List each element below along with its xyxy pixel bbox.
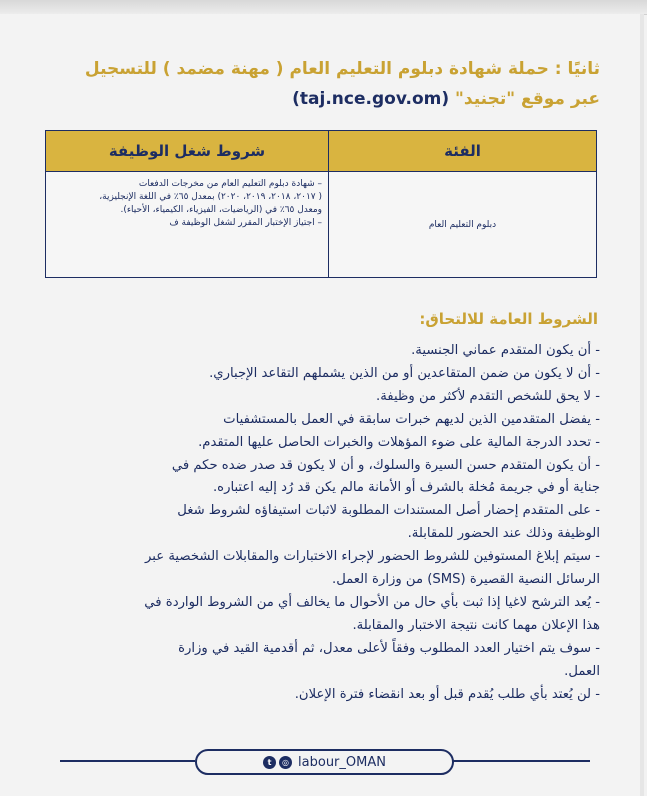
instagram-icon[interactable]: ◎ [279, 756, 292, 769]
general-conditions-list [40, 340, 600, 707]
table-header-row [46, 131, 597, 172]
list-item: - سوف يتم اختيار العدد المطلوب وفقاً لأعلى معدل، ثم أقدمية القيد في وزارة [178, 640, 600, 656]
heading-line-2 [30, 84, 600, 114]
list-item: - يُعد الترشح لاغيا إذا ثبت بأي حال من الأحوال ما يخالف أي من الشروط الواردة في [144, 594, 600, 610]
heading-line-1: ثانيًا : حملة شهادة دبلوم التعليم العام ( مهنة مضمد ) للتسجيل [84, 59, 600, 79]
list-item: - تحدد الدرجة المالية على ضوء المؤهلات والخبرات الحاصل عليها المتقدم. [198, 434, 600, 450]
requirement-line: – اجتياز الإختبار المقرر لشغل الوظيفة ف [169, 218, 322, 228]
requirement-line: ومعدل ٦٥٪ في (الرياضيات، الفيزياء، الكيمياء، الأحياء). [120, 205, 322, 215]
list-item: - على المتقدم إحضار أصل المستندات المطلوبة لاثبات استيفاؤه لشروط شغل [177, 503, 600, 519]
list-item: - أن يكون المتقدم عماني الجنسية. [411, 343, 600, 358]
footer-divider-left [60, 760, 195, 762]
twitter-icon[interactable]: t [263, 756, 276, 769]
list-item: - سيتم إبلاغ المستوفين للشروط الحضور لإجراء الاختبارات والمقابلات الشخصية عبر [145, 549, 600, 565]
category-cell: دبلوم التعليم العام [329, 172, 597, 278]
list-item: هذا الإعلان مهما كانت نتيجة الاختبار والمقابلة. [352, 617, 600, 633]
requirements-cell [46, 172, 329, 278]
top-bar [0, 0, 647, 15]
list-item: - أن يكون المتقدم حسن السيرة والسلوك، و أن لا يكون قد صدر ضده حكم في [171, 457, 600, 473]
list-item: الوظيفة وذلك عند الحضور للمقابلة. [407, 526, 600, 542]
requirement-line: – شهادة دبلوم التعليم العام من مخرجات الدفعات [138, 179, 322, 189]
list-item: الرسائل النصية القصيرة (SMS) من وزارة العمل. [332, 572, 600, 588]
social-handle-badge[interactable] [195, 749, 454, 775]
list-item: جناية أو في جريمة مُخلة بالشرف أو الأمانة مالم يكن قد رُد إليه اعتباره. [212, 480, 600, 496]
footer-divider-right [450, 760, 590, 762]
section-heading [30, 54, 600, 114]
heading-line-2-text: عبر موقع "تجنيد" [449, 89, 600, 109]
category-column-header: الفئة [329, 131, 597, 172]
requirement-line: ( ٢٠١٧، ٢٠١٨، ٢٠١٩، ٢٠٢٠) بمعدل ٦٥٪ في اللغة الإنجليزية، [99, 192, 322, 202]
table-row [46, 172, 597, 278]
list-item: - لا يحق للشخص التقدم لأكثر من وظيفة. [376, 388, 600, 404]
list-item: - أن لا يكون من ضمن المتقاعدين أو من الذين يشملهم التقاعد الإجباري. [209, 365, 600, 381]
list-item: العمل. [564, 663, 600, 679]
list-item: - لن يُعتد بأي طلب يُقدم قبل أو بعد انقضاء فترة الإعلان. [294, 686, 600, 702]
requirements-column-header: شروط شغل الوظيفة [46, 131, 329, 172]
general-conditions-title: الشروط العامة للالتحاق: [419, 310, 598, 328]
social-handle: labour_OMAN [298, 754, 386, 770]
conditions-table [45, 130, 597, 278]
list-item: - يفضل المتقدمين الذين لديهم خبرات سابقة في العمل بالمستشفيات [223, 411, 600, 427]
tajneed-url[interactable]: (taj.nce.gov.om) [292, 89, 450, 109]
announcement-page [0, 14, 644, 796]
